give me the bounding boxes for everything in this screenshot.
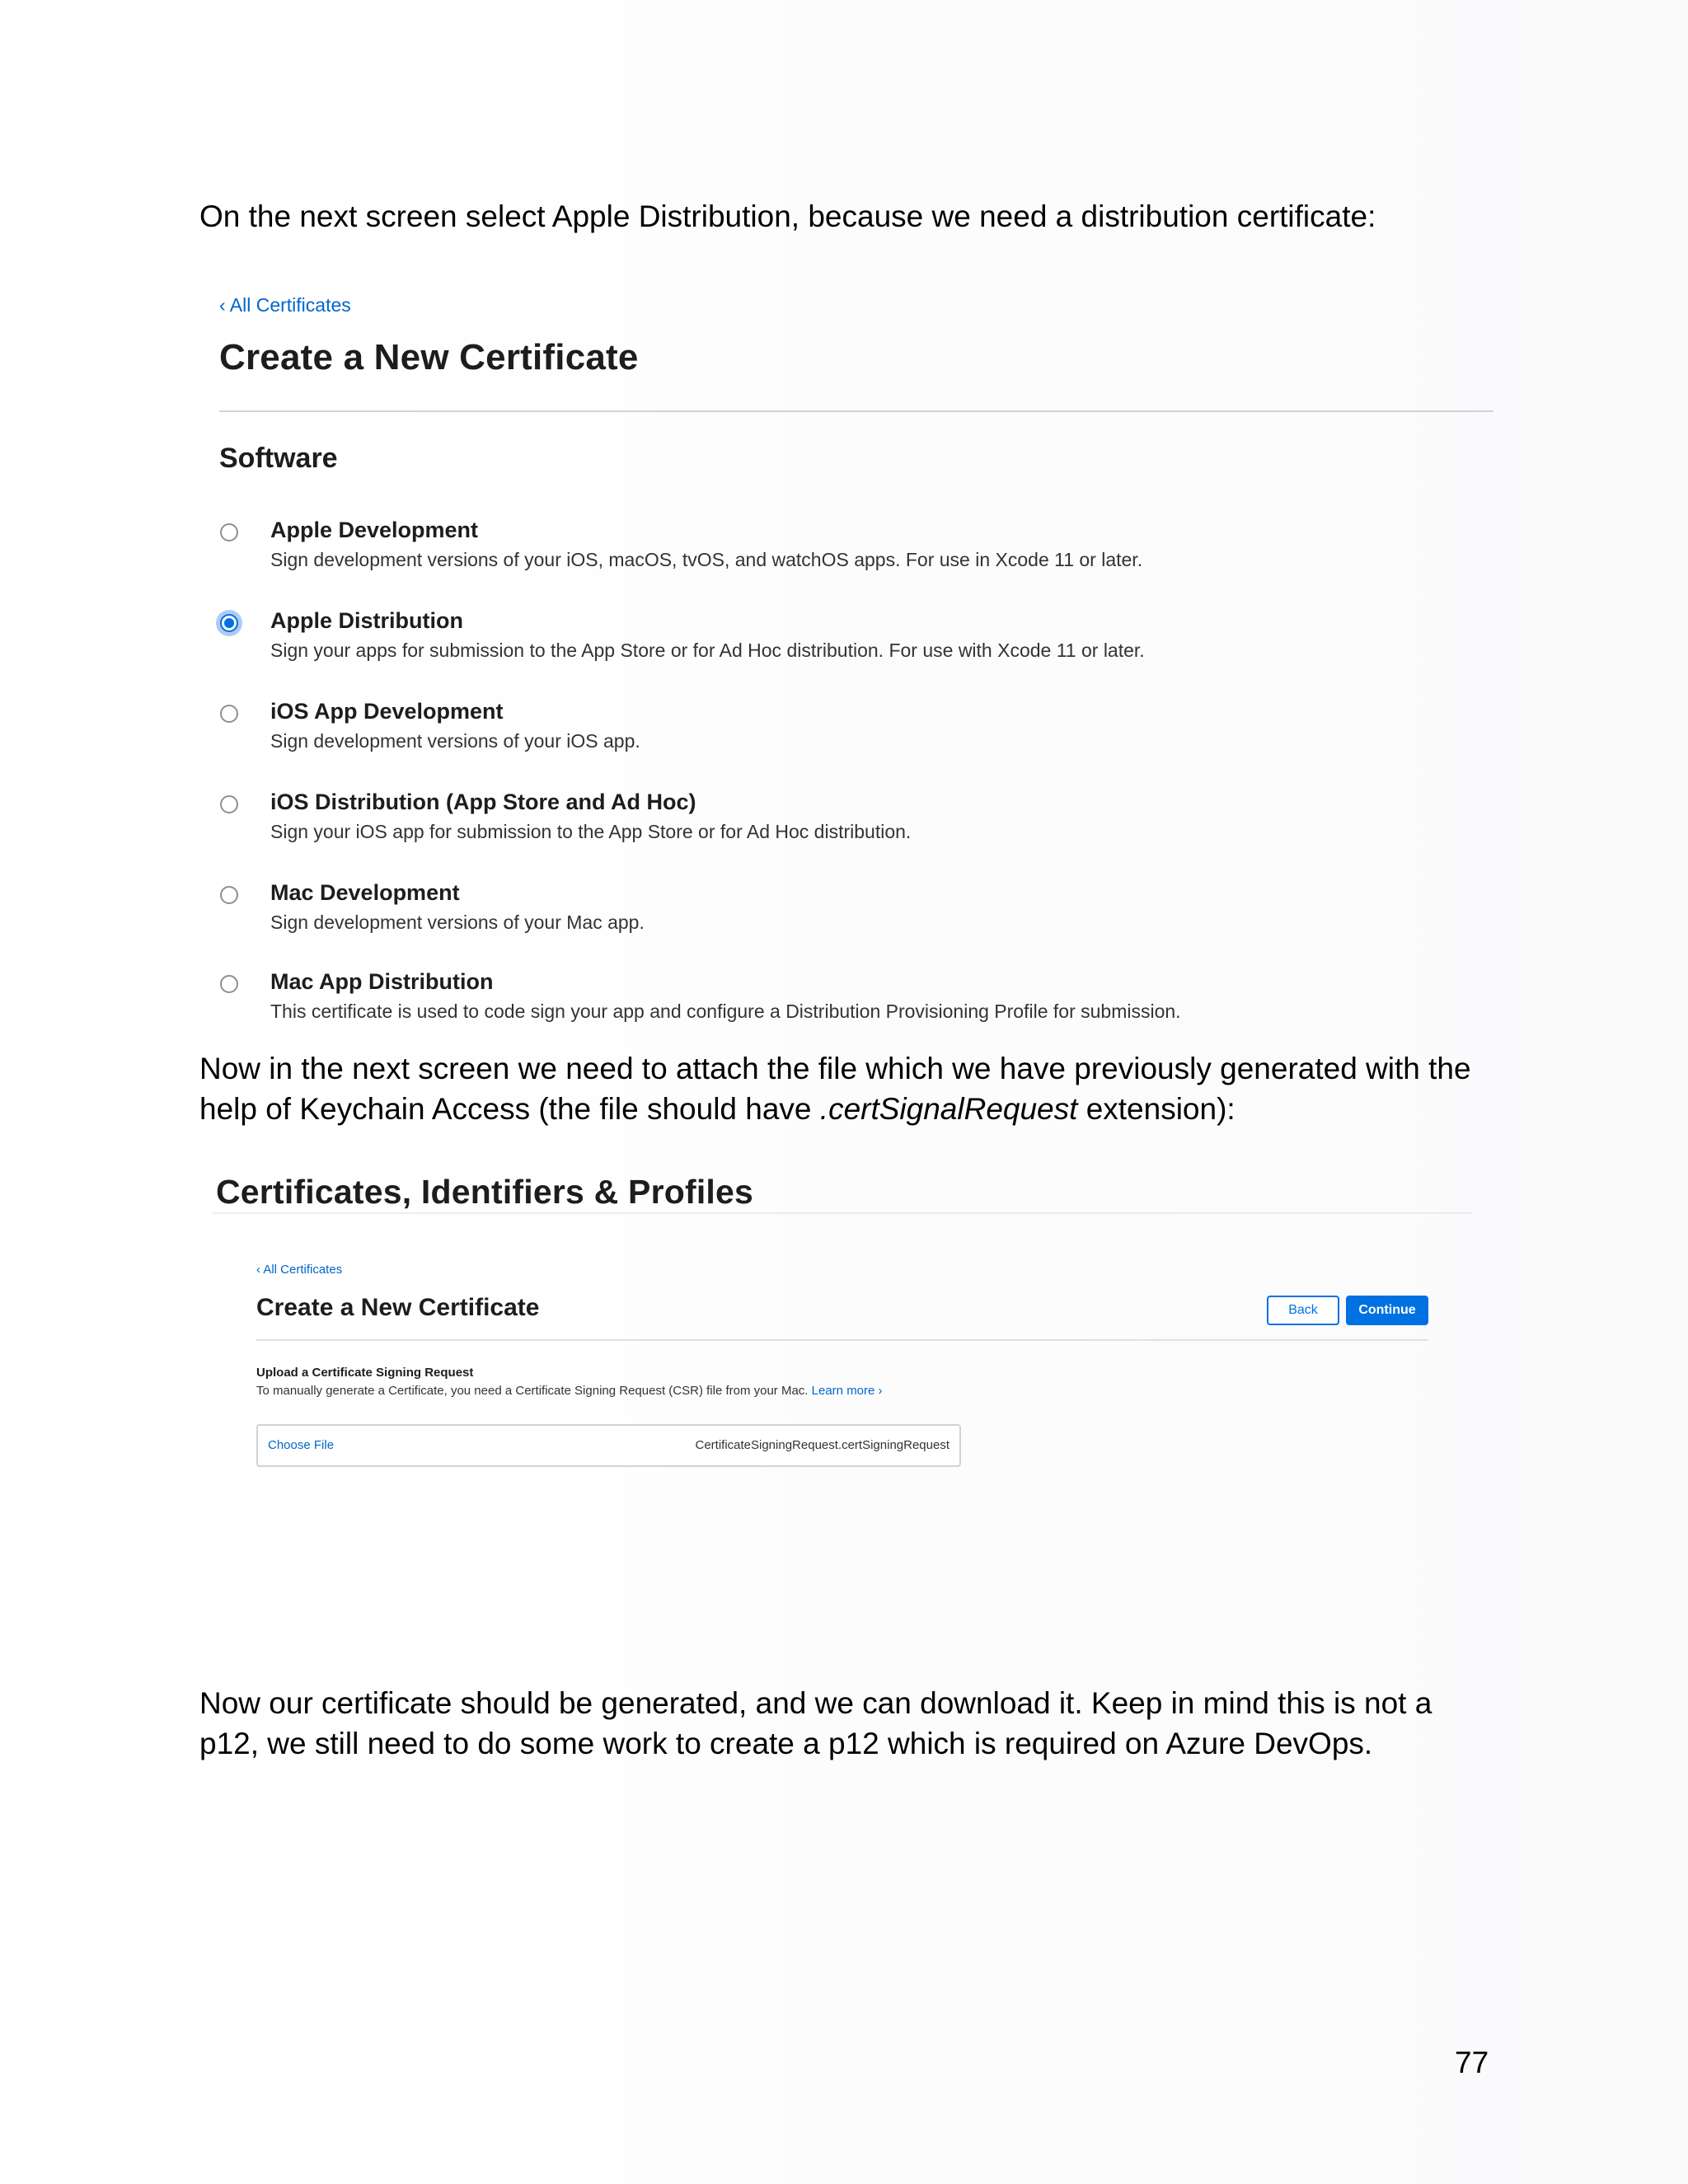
option-apple-distribution[interactable] xyxy=(216,608,1469,674)
option-title: iOS App Development xyxy=(270,699,504,724)
radio-ios-distribution[interactable] xyxy=(220,795,238,813)
radio-apple-development[interactable] xyxy=(220,523,238,541)
option-description: This certificate is used to code sign your app and configure a Distribution Provisioning Profile for submission. xyxy=(270,1001,1181,1022)
attach-file-paragraph xyxy=(199,1048,1518,1129)
upload-description-text: To manually generate a Certificate, you need a Certificate Signing Request (CSR) file from your Mac. xyxy=(256,1384,809,1398)
radio-mac-app-distribution[interactable] xyxy=(220,975,238,993)
paragraph-line: p12, we still need to do some work to create a p12 which is required on Azure DevOps. xyxy=(199,1727,1373,1760)
page-number: 77 xyxy=(1455,2046,1489,2079)
divider xyxy=(256,1339,1428,1341)
upload-description xyxy=(256,1384,883,1398)
radio-ios-app-development[interactable] xyxy=(220,705,238,723)
continue-button[interactable]: Continue xyxy=(1346,1296,1428,1325)
divider xyxy=(219,410,1493,412)
radio-mac-development[interactable] xyxy=(220,886,238,904)
option-mac-app-distribution[interactable] xyxy=(216,969,1469,1035)
file-upload-field[interactable] xyxy=(256,1424,961,1467)
portal-heading: Certificates, Identifiers & Profiles xyxy=(216,1173,754,1211)
option-description: Sign development versions of your iOS app. xyxy=(270,730,640,752)
paragraph-text: help of Keychain Access (the file should have xyxy=(199,1092,820,1126)
choose-file-button[interactable]: Choose File xyxy=(268,1438,335,1452)
upload-title: Upload a Certificate Signing Request xyxy=(256,1366,474,1380)
upload-csr-screenshot xyxy=(213,1166,1474,1496)
radio-apple-distribution[interactable] xyxy=(220,614,238,632)
divider xyxy=(213,1212,1472,1214)
learn-more-link[interactable]: Learn more › xyxy=(811,1384,883,1398)
generated-paragraph xyxy=(199,1683,1518,1764)
intro-paragraph: On the next screen select Apple Distribution, because we need a distribution certificate: xyxy=(199,199,1376,233)
option-apple-development[interactable] xyxy=(216,518,1469,583)
paragraph-line: Now in the next screen we need to attach the file which we have previously generated with the xyxy=(199,1052,1471,1085)
option-description: Sign development versions of your iOS, macOS, tvOS, and watchOS apps. For use in Xcode 11 or later. xyxy=(270,549,1143,570)
all-certificates-link[interactable]: ‹ All Certificates xyxy=(256,1263,343,1277)
option-description: Sign development versions of your Mac app. xyxy=(270,912,645,933)
option-title: iOS Distribution (App Store and Ad Hoc) xyxy=(270,790,696,814)
option-ios-app-development[interactable] xyxy=(216,699,1469,765)
option-title: Apple Development xyxy=(270,518,479,542)
section-title-software: Software xyxy=(219,443,338,474)
certificate-type-screenshot xyxy=(216,284,1502,1022)
option-title: Mac Development xyxy=(270,880,460,905)
paragraph-text: extension): xyxy=(1077,1092,1236,1126)
option-ios-distribution[interactable] xyxy=(216,790,1469,855)
option-description: Sign your iOS app for submission to the App Store or for Ad Hoc distribution. xyxy=(270,821,912,842)
paragraph-line: Now our certificate should be generated, and we can download it. Keep in mind this is not a xyxy=(199,1686,1432,1720)
option-description: Sign your apps for submission to the App Store or for Ad Hoc distribution. For use with Xcode 11 or later. xyxy=(270,640,1145,661)
option-mac-development[interactable] xyxy=(216,880,1469,946)
page-title: Create a New Certificate xyxy=(256,1294,540,1321)
all-certificates-link[interactable]: ‹ All Certificates xyxy=(219,294,351,316)
page-title: Create a New Certificate xyxy=(219,337,639,377)
option-title: Apple Distribution xyxy=(270,608,463,633)
option-title: Mac App Distribution xyxy=(270,969,494,994)
selected-file-name: CertificateSigningRequest.certSigningRequest xyxy=(695,1438,950,1452)
file-extension: .certSignalRequest xyxy=(819,1092,1078,1126)
back-button[interactable]: Back xyxy=(1267,1296,1339,1325)
